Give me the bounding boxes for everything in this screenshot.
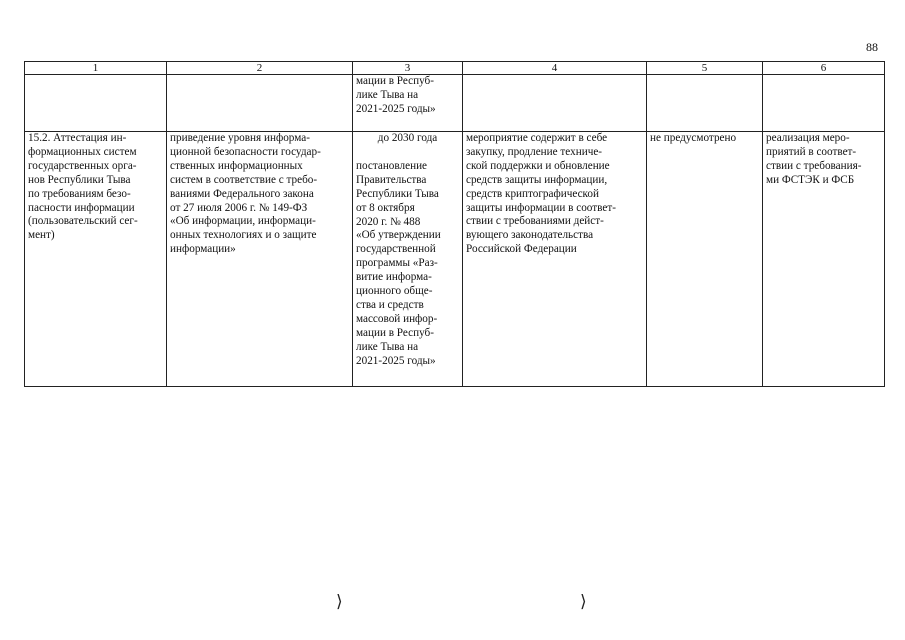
column-header-2: 2 bbox=[167, 62, 353, 75]
measure-goal: приведение уровня информа- ционной безопасности государ- ственных информационных систем в соответствие с требо- ваниями Федерального закона от 27 июля 2006 г. № 149-ФЗ «Об информации, информаци- онных технологиях и о защите информации» bbox=[170, 132, 321, 256]
table-row-15-2 bbox=[25, 132, 885, 387]
measure-result-cell bbox=[763, 132, 885, 387]
table-header-row bbox=[25, 62, 885, 75]
continuation-cell-5 bbox=[647, 75, 763, 132]
column-header-6: 6 bbox=[763, 62, 885, 75]
column-header-3: 3 bbox=[353, 62, 463, 75]
page-number: 88 bbox=[866, 40, 878, 54]
measure-basis: постановление Правительства Республики Тыва от 8 октября 2020 г. № 488 «Об утверждении государственной программы «Раз- витие информа- ционного обще- ства и средств массовой инфор- мации в Респуб- лике Тыва на 2021-2025 годы» bbox=[356, 159, 441, 367]
scan-mark-left: ⟩ bbox=[336, 592, 343, 612]
measure-funding-cell bbox=[647, 132, 763, 387]
continuation-cell-1 bbox=[25, 75, 167, 132]
measure-term-cell bbox=[353, 132, 463, 387]
column-header-5: 5 bbox=[647, 62, 763, 75]
measure-goal-cell bbox=[167, 132, 353, 387]
measure-name-cell bbox=[25, 132, 167, 387]
continuation-text: мации в Респуб- лике Тыва на 2021-2025 годы» bbox=[356, 75, 436, 115]
measure-result: реализация меро- приятий в соответ- ствии с требования- ми ФСТЭК и ФСБ bbox=[766, 132, 862, 186]
measures-table bbox=[24, 61, 885, 387]
continuation-cell-3 bbox=[353, 75, 463, 132]
continuation-row bbox=[25, 75, 885, 132]
continuation-cell-6 bbox=[763, 75, 885, 132]
measure-name: 15.2. Аттестация ин- формационных систем государственных орга- нов Республики Тыва по требованиям безо- пасности информации (пользовательский сег- мент) bbox=[28, 132, 138, 242]
column-header-4: 4 bbox=[463, 62, 647, 75]
measure-content: мероприятие содержит в себе закупку, продление техниче- ской поддержки и обновление средств защиты информации, средств криптографической защиты информации в соответ- ствии с требованиями дейст- вующего законодательства Российской Федерации bbox=[466, 132, 616, 256]
column-header-1: 1 bbox=[25, 62, 167, 75]
measure-content-cell bbox=[463, 132, 647, 387]
measure-funding: не предусмотрено bbox=[650, 132, 737, 144]
measure-term: до 2030 года bbox=[377, 132, 438, 144]
continuation-cell-2 bbox=[167, 75, 353, 132]
continuation-cell-4 bbox=[463, 75, 647, 132]
scan-mark-right: ⟩ bbox=[580, 592, 587, 612]
